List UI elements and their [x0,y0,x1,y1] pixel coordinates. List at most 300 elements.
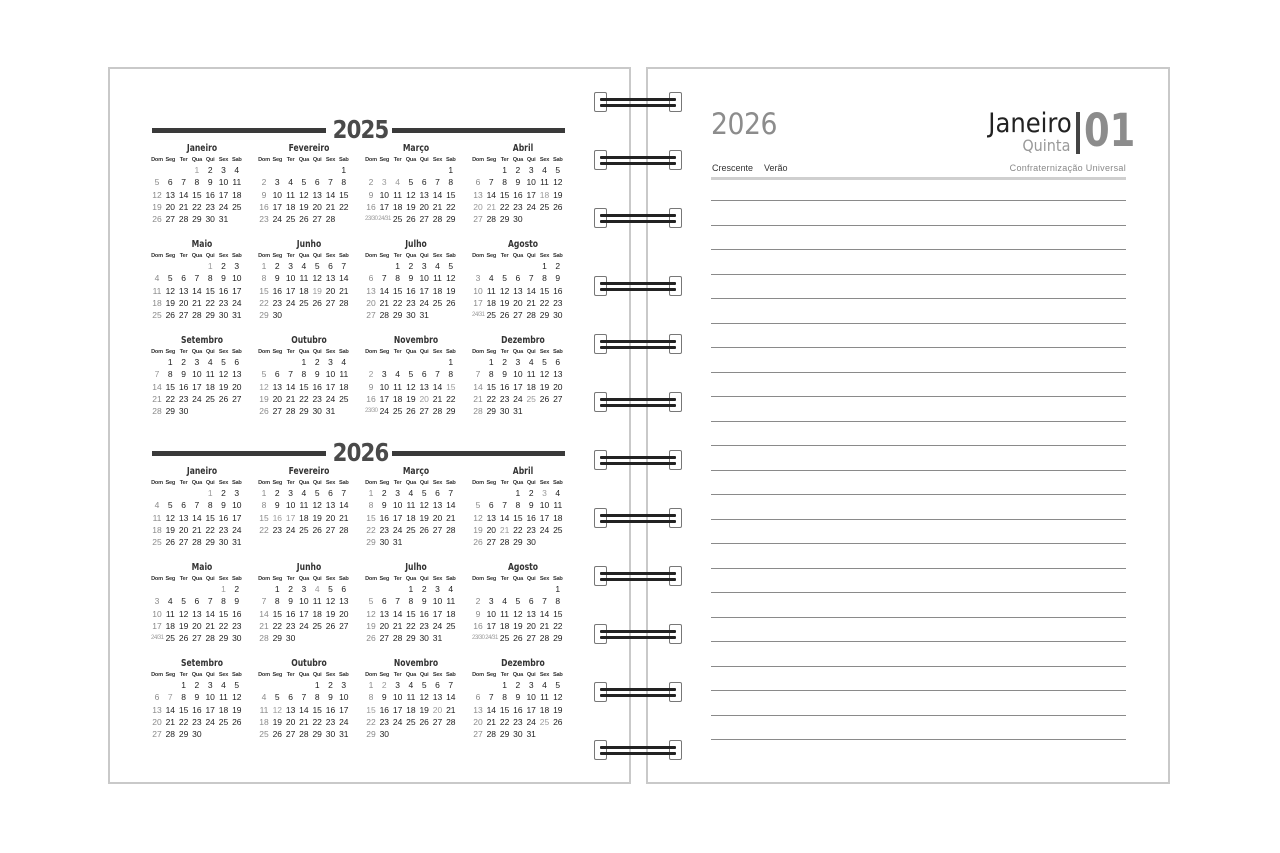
header-rule [711,177,1126,180]
calendar-day: 25 [406,524,416,535]
calendar-day: 25 [205,393,215,404]
calendar-day: 18 [406,704,416,715]
punch-hole [669,682,682,702]
calendar-day: 7 [261,596,267,607]
calendar-day: 14 [526,285,536,296]
calendar-day: 16 [379,704,390,715]
calendar-day: 2 [221,488,226,498]
calendar-day: 13 [419,189,429,200]
weekday-header: Qua [512,157,524,163]
calendar-day: 13 [165,189,176,200]
spiral-ring [594,392,682,414]
calendar-day: 8 [274,596,280,607]
month-name: Agosto [507,562,539,573]
calendar-day: 11 [540,692,549,703]
wire-loop [600,404,676,407]
calendar-day: 27 [312,214,322,225]
month-dezembro-2026 [473,658,573,750]
calendar-day: 26 [553,201,563,212]
calendar-day: 23 [513,201,523,212]
calendar-day: 19 [553,189,563,200]
calendar-day: 12 [259,381,269,392]
punch-hole [594,624,607,644]
calendar-day: 13 [312,189,322,200]
calendar-day: 14 [392,608,403,619]
calendar-day: 19 [446,285,456,296]
calendar-day: 8 [181,692,186,703]
ruled-line [711,298,1126,299]
calendar-day: 31 [218,214,229,225]
calendar-day: 11 [152,512,162,523]
calendar-day: 10 [419,273,429,284]
calendar-day: 17 [473,297,483,308]
calendar-day: 30 [325,729,336,740]
month-fevereiro-2025 [259,143,359,235]
calendar-day: 5 [261,369,267,380]
punch-hole [669,150,682,170]
month-janeiro-2026 [152,466,252,558]
calendar-day: 18 [339,381,349,392]
calendar-day: 20 [553,381,563,392]
month-março-2025 [366,143,466,235]
calendar-day: 16 [192,704,202,715]
calendar-day: 28 [299,729,309,740]
calendar-day: 11 [339,369,349,380]
calendar-day: 16 [553,285,563,296]
punch-hole [669,566,682,586]
calendar-day: 19 [165,297,176,308]
weekday-header: Seg [272,157,283,163]
month-name: Outubro [291,335,327,346]
calendar-day: 29 [205,537,215,548]
calendar-day: 23 [419,620,429,631]
calendar-day: 29 [205,310,215,321]
calendar-day: 6 [341,584,347,594]
calendar-day: 29 [539,310,550,321]
punch-hole [594,92,607,112]
weekday-header: Sex [325,672,336,678]
calendar-day: 7 [448,680,454,690]
calendar-day: 30 [218,537,229,548]
calendar-day: 27 [473,214,483,225]
month-novembro-2026 [366,658,466,750]
calendar-day: 6 [234,357,240,367]
calendar-day: 14 [192,285,202,296]
calendar-day: 21 [432,393,443,404]
calendar-day: 11 [406,500,416,511]
calendar-day: 15 [259,285,269,296]
calendar-day: 10 [486,608,497,619]
weekday-header: Seg [486,576,497,582]
calendar-day: 11 [312,596,322,607]
calendar-day: 23 [285,620,296,631]
calendar-day: 4 [448,584,454,594]
calendar-day: 21 [339,285,349,296]
calendar-day: 15 [366,704,376,715]
calendar-day: 22 [272,620,283,631]
month-agosto-2025 [473,239,573,331]
calendar-day: 6 [475,177,481,188]
calendar-day: 22 [486,393,497,404]
calendar-day: 10 [325,369,336,380]
calendar-day: 25 [539,201,550,212]
calendar-day: 29 [513,537,523,548]
calendar-day: 4 [435,261,440,271]
calendar-day: 16 [513,704,523,715]
punch-hole [594,508,607,528]
weekday-header: Qui [205,349,215,355]
weekday-header: Sab [338,253,349,259]
punch-hole [594,682,607,702]
calendar-day: 25 [392,406,403,417]
calendar-day: 1 [555,584,561,594]
weekday-header: Dom [258,157,270,163]
calendar-day: 28 [432,214,443,225]
calendar-day: 23 [553,297,563,308]
calendar-day: 20 [178,524,189,535]
weekday-header: Qua [191,672,203,678]
calendar-day: 7 [488,692,494,703]
calendar-day: 9 [368,189,374,200]
calendar-day: 12 [152,189,162,200]
weekday-header: Sex [539,576,550,582]
calendar-day: 2 [288,584,293,594]
calendar-day: 24 [539,524,550,535]
punch-hole [594,740,607,760]
calendar-day: 16 [513,189,523,200]
punch-hole [594,150,607,170]
weekday-header: Sex [432,480,443,486]
calendar-day: 5 [515,596,521,607]
weekday-header: Sex [539,480,550,486]
weekday-header: Seg [165,672,176,678]
calendar-day: 10 [339,692,349,703]
calendar-day: 24/31 [485,635,498,642]
ruled-line [711,347,1126,348]
calendar-day: 6 [328,261,333,271]
calendar-day: 23/30 [365,408,378,415]
calendar-day: 10 [152,608,162,619]
calendar-day: 28 [152,406,162,417]
calendar-day: 13 [526,608,536,619]
right-page [646,67,1170,784]
spiral-ring [594,682,682,704]
calendar-day: 7 [395,596,400,607]
calendar-day: 20 [526,620,536,631]
ruled-line [711,445,1126,446]
weekday-header: Sex [218,576,229,582]
calendar-day: 11 [393,381,402,392]
planner-year: 2026 [711,107,778,141]
weekday-header: Dom [151,349,163,355]
wire-loop [600,694,676,697]
ruled-line [711,690,1126,691]
wire-loop [600,104,676,107]
punch-hole [669,276,682,296]
weekday-header: Sab [338,672,349,678]
calendar-day: 14 [152,381,162,392]
calendar-day: 20 [272,393,283,404]
calendar-day: 4 [408,680,414,690]
calendar-day: 16 [379,512,390,523]
calendar-day: 3 [341,680,347,690]
calendar-day: 24 [513,393,523,404]
calendar-day: 22 [446,393,456,404]
calendar-day: 27 [513,310,523,321]
calendar-day: 30 [379,729,390,740]
calendar-day: 5 [368,596,374,607]
weekday-header: Sab [338,349,349,355]
calendar-day: 18 [392,201,403,212]
wire-loop [600,520,676,523]
calendar-day: 20 [366,297,376,308]
calendar-day: 22 [218,620,229,631]
calendar-day: 7 [154,369,160,380]
calendar-day: 26 [259,406,269,417]
year-rule-left [152,128,326,133]
calendar-day: 17 [539,512,550,523]
weekday-header: Sex [218,253,229,259]
calendar-day: 14 [339,273,349,284]
calendar-day: 12 [312,273,322,284]
calendar-day: 13 [272,381,283,392]
month-name: Outubro [291,658,327,669]
calendar-day: 23 [178,393,189,404]
weekday-header: Sab [552,480,563,486]
weekday-header: Qui [526,576,536,582]
calendar-day: 24 [526,716,536,727]
calendar-day: 29 [406,633,416,644]
calendar-day: 30 [513,729,523,740]
weekday-header: Qua [298,480,310,486]
weekday-header: Qui [205,157,215,163]
calendar-day: 20 [152,716,162,727]
calendar-day: 3 [221,165,226,175]
calendar-day: 26 [539,393,550,404]
calendar-day: 4 [234,165,240,175]
calendar-day: 14 [446,500,456,511]
calendar-day: 17 [392,704,403,715]
calendar-day: 29 [499,214,510,225]
month-name: Fevereiro [288,143,330,154]
calendar-day: 12 [419,692,429,703]
weekday-header: Sex [432,576,443,582]
calendar-day: 29 [192,214,202,225]
calendar-day: 13 [325,273,336,284]
calendar-day: 30 [553,310,563,321]
calendar-day: 9 [328,692,333,703]
calendar-day: 23 [259,214,269,225]
month-agosto-2026 [473,562,573,654]
calendar-day: 14 [473,381,483,392]
calendar-day: 20 [379,620,390,631]
calendar-day: 27 [285,729,296,740]
calendar-day: 9 [555,273,561,284]
calendar-day: 7 [488,177,494,188]
calendar-day: 18 [218,704,229,715]
weekday-header: Sex [218,480,229,486]
calendar-day: 30 [526,537,536,548]
calendar-day: 27 [473,729,483,740]
calendar-day: 26 [553,716,563,727]
calendar-day: 6 [328,488,333,498]
calendar-day: 13 [379,608,390,619]
month-junho-2025 [259,239,359,331]
calendar-day: 29 [165,406,176,417]
month-name: Maio [191,562,213,573]
calendar-day: 14 [446,692,456,703]
calendar-day: 19 [539,381,550,392]
weekday-header: Dom [151,253,163,259]
weekday-header: Ter [500,672,509,678]
calendar-day: 8 [341,177,347,188]
calendar-day: 7 [528,273,534,284]
planner-day-number: 01 [1084,104,1136,157]
spiral-ring [594,624,682,646]
calendar-day: 17 [325,381,336,392]
weekday-header: Sex [325,576,336,582]
weekday-header: Sex [432,672,443,678]
calendar-day: 10 [379,189,390,200]
calendar-day: 30 [192,729,202,740]
weekday-header: Sab [445,157,456,163]
punch-hole [669,208,682,228]
calendar-day: 4 [555,488,561,498]
calendar-day: 27 [325,297,336,308]
ruled-line [711,274,1126,275]
calendar-day: 26 [473,537,483,548]
calendar-day: 24 [272,214,283,225]
calendar-day: 15 [366,512,376,523]
calendar-day: 2 [314,357,320,367]
calendar-day: 21 [446,512,456,523]
calendar-day: 4 [341,357,347,367]
ruled-line [711,543,1126,544]
calendar-day: 13 [232,369,242,380]
calendar-day: 4 [314,584,320,594]
calendar-day: 16 [325,704,336,715]
punch-hole [669,392,682,412]
calendar-day: 1 [207,261,213,271]
calendar-day: 4 [542,165,547,175]
wire-loop [600,162,676,165]
calendar-day: 14 [299,704,309,715]
calendar-day: 31 [419,310,429,321]
calendar-day: 3 [288,488,293,498]
calendar-day: 2 [502,357,507,367]
calendar-day: 23 [312,393,322,404]
weekday-header: Qui [419,480,429,486]
calendar-day: 28 [285,406,296,417]
calendar-day: 16 [218,512,229,523]
calendar-day: 4 [288,177,293,188]
calendar-day: 25 [432,297,443,308]
calendar-day: 26 [513,633,523,644]
weekday-header: Seg [272,672,283,678]
punch-hole [669,508,682,528]
calendar-day: 27 [152,729,162,740]
calendar-day: 11 [299,273,309,284]
weekday-header: Qua [298,157,310,163]
month-name: Março [402,143,430,154]
spiral-ring [594,334,682,356]
calendar-day: 30 [419,633,429,644]
calendar-day: 15 [272,608,283,619]
calendar-day: 12 [539,369,550,380]
calendar-day: 6 [435,488,440,498]
weekday-header: Qua [191,253,203,259]
weekday-header: Qua [512,672,524,678]
calendar-day: 27 [366,310,376,321]
calendar-day: 15 [486,381,497,392]
calendar-day: 16 [419,608,429,619]
weekday-header: Qua [191,157,203,163]
calendar-day: 5 [274,692,280,703]
calendar-day: 22 [165,393,176,404]
weekday-header: Sab [231,480,242,486]
calendar-day: 6 [555,357,561,367]
calendar-day: 12 [165,285,176,296]
weekday-header: Dom [472,253,484,259]
calendar-day: 5 [542,357,547,367]
calendar-day: 3 [301,584,307,594]
calendar-day: 24 [392,524,403,535]
calendar-day: 23 [218,524,229,535]
calendar-day: 24 [299,620,309,631]
weekday-header: Qui [419,349,429,355]
weekday-header: Ter [286,576,295,582]
calendar-day: 8 [555,596,561,607]
calendar-day: 22 [499,201,510,212]
weekday-header: Sex [218,157,229,163]
weekday-header: Dom [151,480,163,486]
calendar-day: 25 [165,633,176,644]
month-name: Julho [405,239,427,250]
calendar-day: 25 [285,214,296,225]
calendar-day: 5 [408,177,414,188]
calendar-day: 9 [502,369,507,380]
calendar-day: 10 [513,369,523,380]
calendar-day: 6 [421,177,427,188]
calendar-day: 8 [261,500,267,511]
calendar-day: 28 [339,297,349,308]
punch-hole [669,450,682,470]
wire-loop [600,636,676,639]
weekday-header: Ter [500,480,509,486]
calendar-day: 17 [272,201,283,212]
calendar-day: 23 [325,716,336,727]
calendar-day: 15 [178,704,189,715]
calendar-day: 27 [339,620,349,631]
calendar-day: 13 [432,692,443,703]
calendar-day: 26 [419,524,429,535]
calendar-day: 30 [513,214,523,225]
wire-loop [600,340,676,343]
weekday-header: Ter [393,480,402,486]
calendar-day: 8 [408,596,414,607]
month-name: Fevereiro [288,466,330,477]
calendar-day: 9 [221,500,226,511]
weekday-header: Qua [405,480,417,486]
calendar-day: 3 [515,357,521,367]
calendar-day: 24 [285,297,296,308]
wire-loop [600,572,676,575]
wire-loop [600,462,676,465]
calendar-day: 26 [272,729,283,740]
calendar-day: 20 [325,285,336,296]
calendar-day: 8 [194,177,200,188]
calendar-day: 1 [261,488,267,498]
